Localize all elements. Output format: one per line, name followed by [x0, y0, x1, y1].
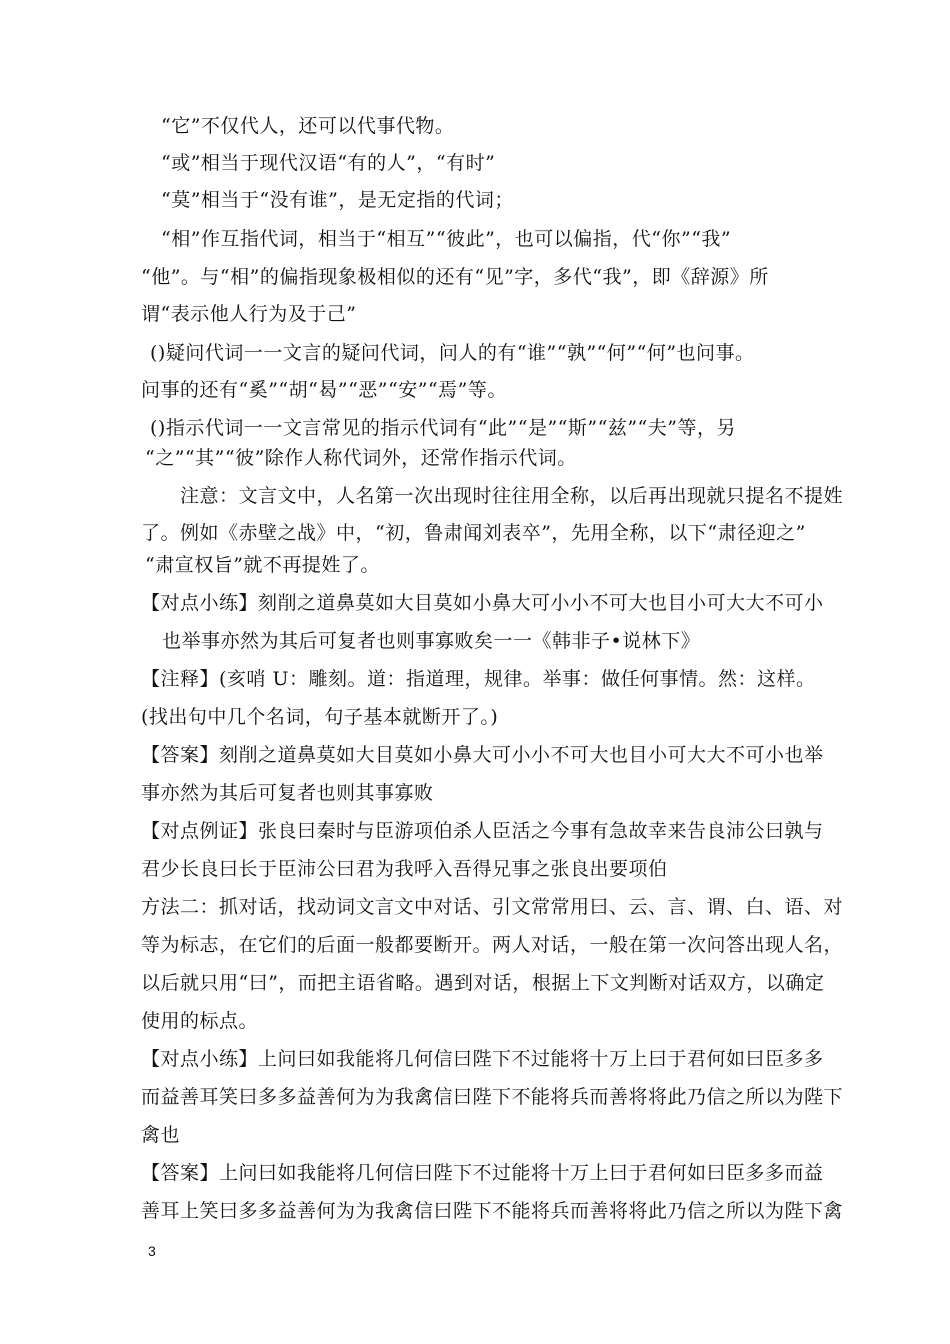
line: “相”作互指代词，相当于“相互”“彼此”，也可以偏指，代“你”“我”	[161, 228, 732, 250]
line: 【答案】刻削之道鼻莫如大目莫如小鼻大可小小不可大也目小可大大不可小也举	[141, 744, 824, 766]
line: “他”。与“相”的偏指现象极相似的还有“见”字，多代“我”，即《辞源》所	[141, 266, 769, 288]
line: 禽也	[141, 1124, 181, 1146]
line: “之”“其”“彼”除作人称代词外，还常作指示代词。	[145, 447, 577, 469]
line: 以后就只用“曰”，而把主语省略。遇到对话，根据上下文判断对话双方，以确定	[141, 972, 825, 994]
line: 也举事亦然为其后可复者也则事寡败矣一一《韩非子•说林下》	[162, 630, 701, 652]
line: 【对点小练】刻削之道鼻莫如大目莫如小鼻大可小小不可大也目小可大大不可小	[141, 592, 824, 614]
line: 善耳上笑曰多多益善何为为我禽信曰陛下不能将兵而善将将此乃信之所以为陛下禽	[141, 1200, 844, 1222]
line: (找出句中几个名词，句子基本就断开了。)	[141, 706, 499, 728]
line: 等为标志，在它们的后面一般都要断开。两人对话，一般在第一次问答出现人名，	[141, 934, 844, 956]
line: 【对点例证】张良曰秦时与臣游项伯杀人臣活之今事有急故幸来告良沛公曰孰与	[141, 820, 824, 842]
line: “它”不仅代人，还可以代事代物。	[161, 115, 455, 137]
line: 问事的还有“奚”“胡“曷”“恶”“安”“焉”等。	[141, 379, 507, 401]
line: ()疑问代词一一文言的疑问代词，问人的有“谁”“孰”“何”“何”也问事。	[150, 342, 755, 364]
line: “肃宣权旨”就不再提姓了。	[145, 554, 380, 576]
line: 【注释】(亥哨 U：雕刻。道：指道理，规律。举事：做任何事情。然：这样。	[141, 668, 816, 690]
line: 注意：文言文中，人名第一次出现时往往用全称，以后再出现就只提名不提姓	[180, 485, 844, 507]
line: ()指示代词一一文言常见的指示代词有“此”“是”“斯”“兹”“夫”等，另	[150, 417, 736, 439]
line: 谓“表示他人行为及于己”	[141, 303, 357, 325]
line: 使用的标点。	[141, 1010, 259, 1032]
line: “或”相当于现代汉语“有的人”，“有时”	[161, 152, 496, 174]
line: 了。例如《赤壁之战》中，“初，鲁肃闻刘表卒”，先用全称，以下“肃径迎之”	[141, 522, 806, 544]
line: 【对点小练】上问曰如我能将几何信曰陛下不过能将十万上曰于君何如曰臣多多	[141, 1048, 824, 1070]
line: 方法二：抓对话，找动词文言文中对话、引文常常用曰、云、言、谓、白、语、对	[141, 896, 844, 918]
line: 而益善耳笑曰多多益善何为为我禽信曰陛下不能将兵而善将将此乃信之所以为陛下	[141, 1086, 844, 1108]
line: 事亦然为其后可复者也则其事寡败	[141, 782, 434, 804]
line: 【答案】上问曰如我能将几何信曰陛下不过能将十万上曰于君何如曰臣多多而益	[141, 1162, 824, 1184]
line: 君少长良曰长于臣沛公曰君为我呼入吾得兄事之张良出要项伯	[141, 858, 668, 880]
line: “莫”相当于“没有谁”，是无定指的代词；	[161, 189, 514, 211]
page-number: 3	[148, 1243, 156, 1259]
